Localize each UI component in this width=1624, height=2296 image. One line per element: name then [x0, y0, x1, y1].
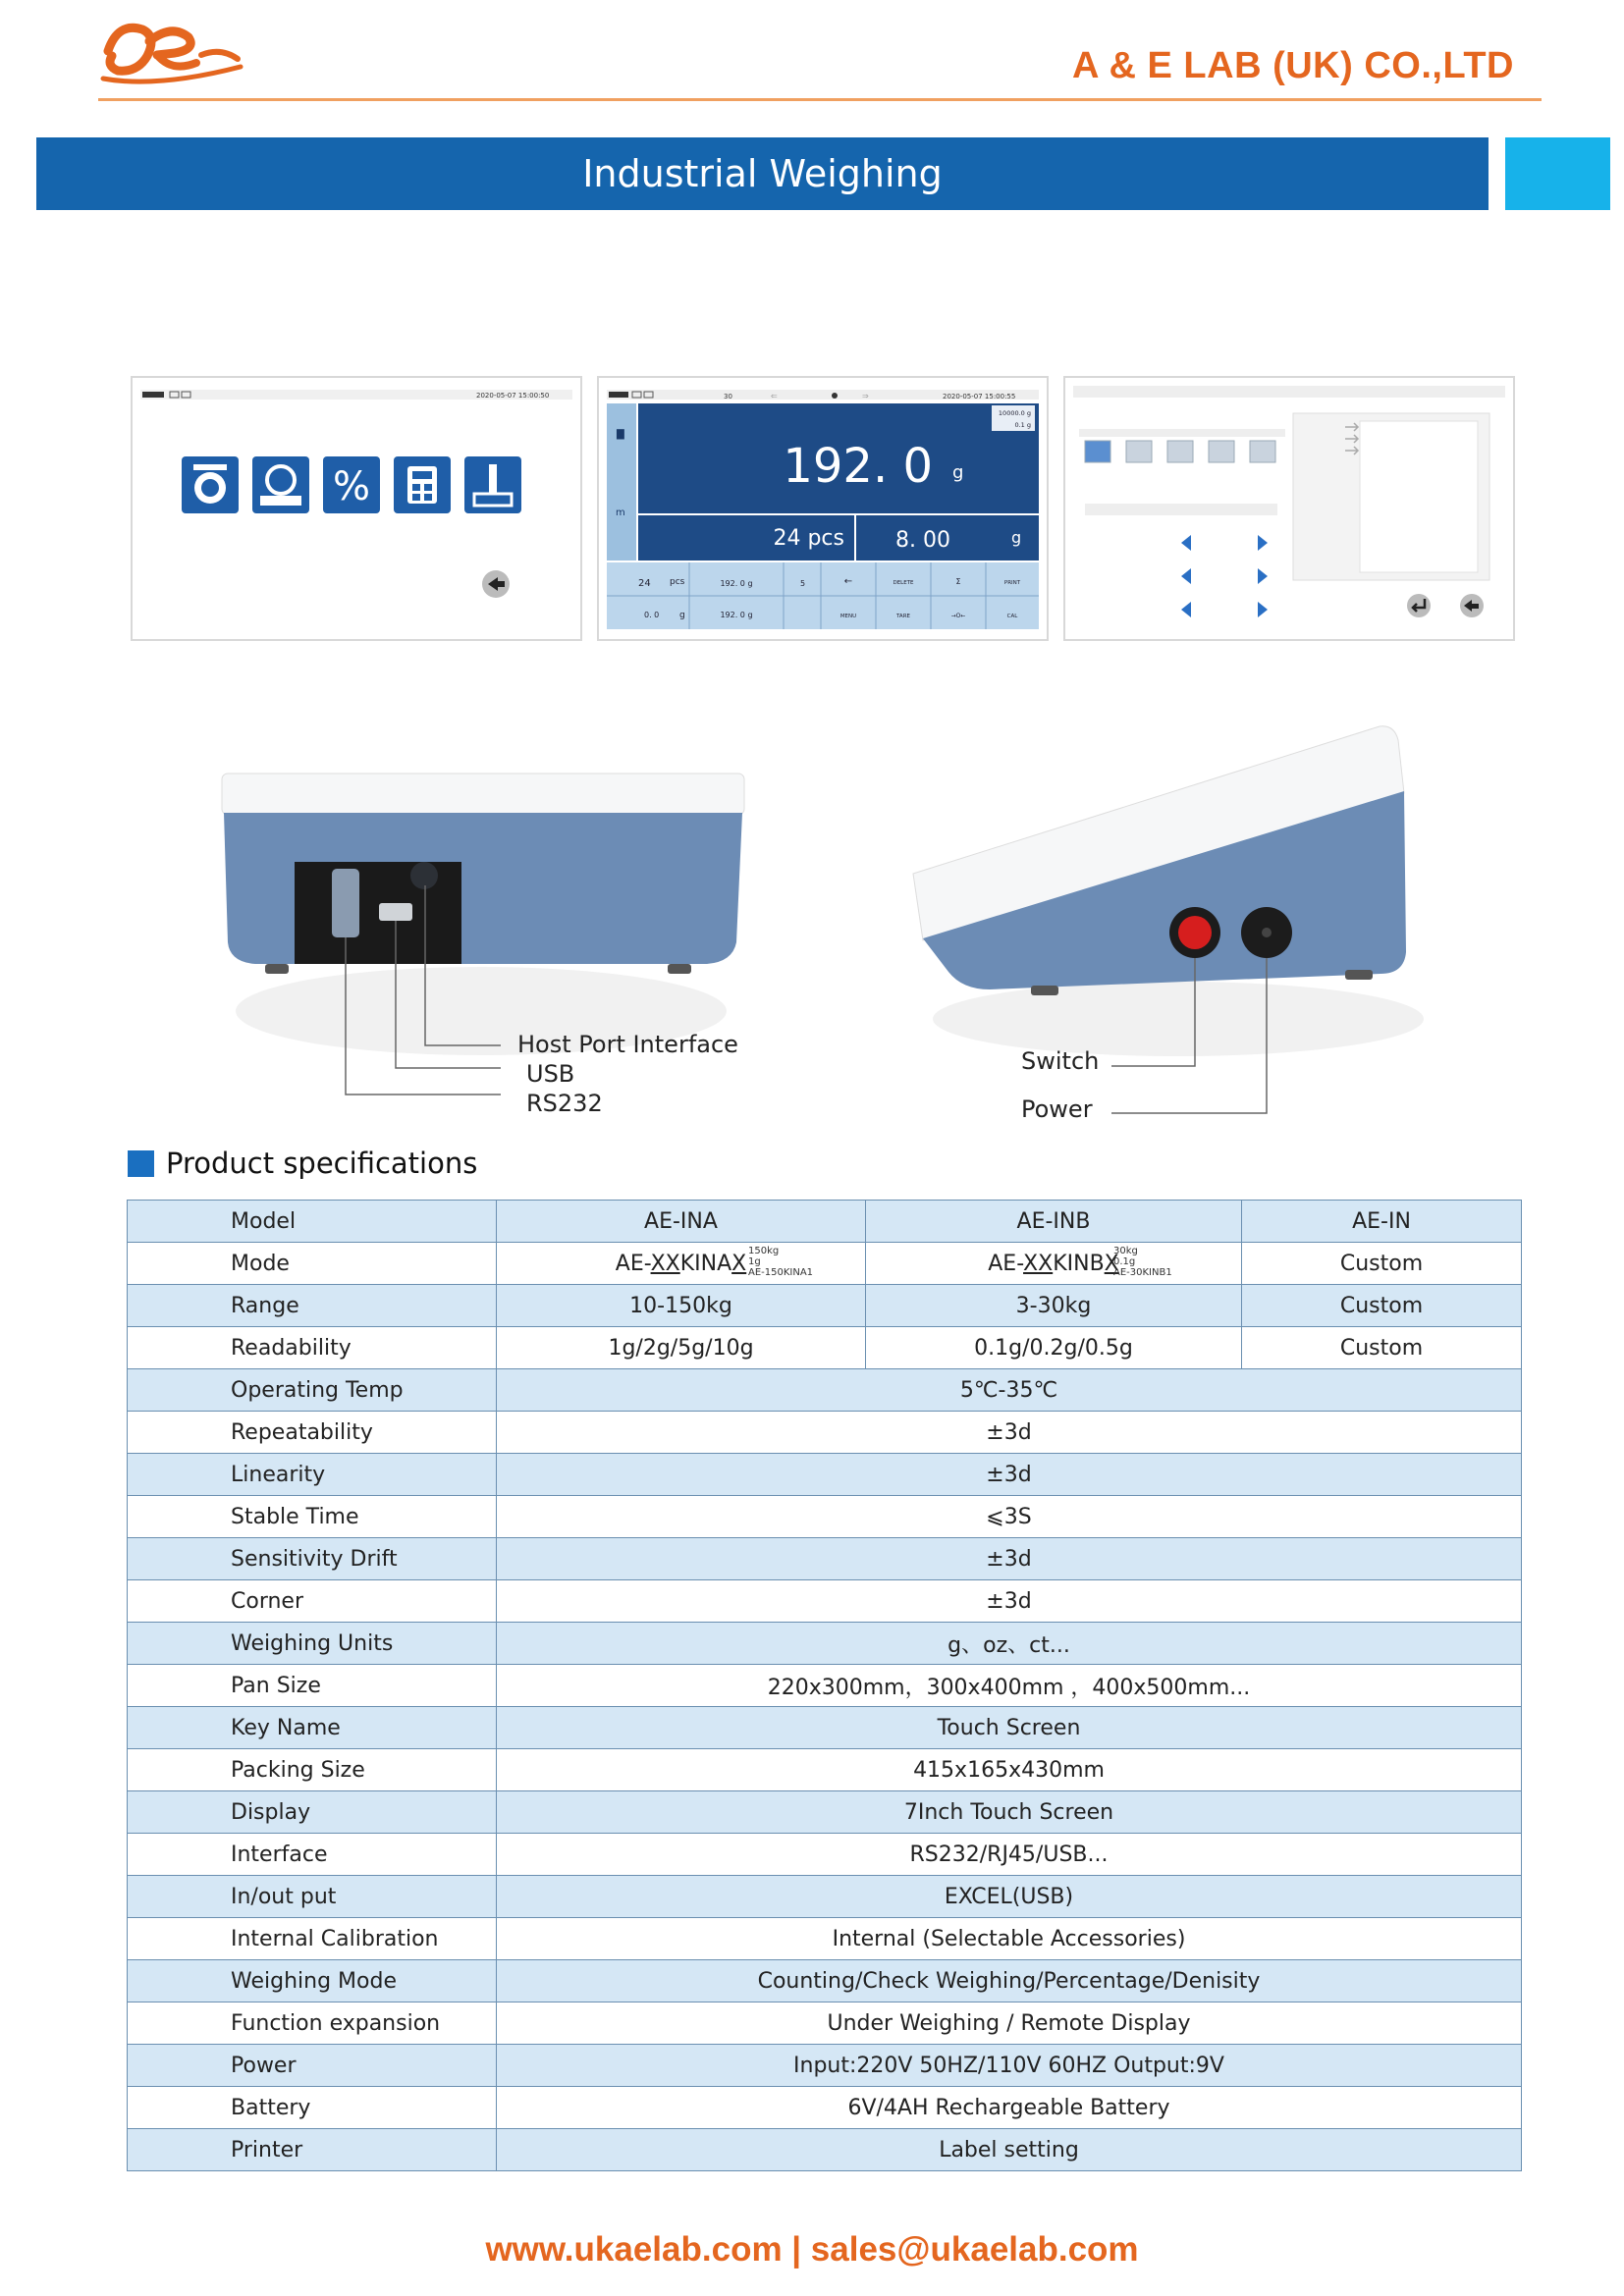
svg-text:▇: ▇ [617, 429, 624, 440]
table-row [128, 1285, 1522, 1327]
usb-label: USB [526, 1060, 575, 1088]
svg-text:PRINT: PRINT [1003, 580, 1021, 586]
specs-table [127, 1200, 1522, 2171]
title-accent-block [1505, 137, 1610, 210]
spec-label: In/out put [128, 1876, 497, 1918]
mode-ina-cell: AE-XXKINAX 150kg 1g AE-150KINA1 [497, 1243, 866, 1285]
screen-home-mockup [131, 376, 582, 641]
app-percentage-icon [323, 456, 380, 513]
footer-contact: www.ukaelab.com | sales@ukaelab.com [485, 2230, 1139, 2269]
svg-text:MENU: MENU [839, 614, 857, 619]
spec-value: Counting/Check Weighing/Percentage/Denisity [497, 1960, 1522, 2002]
mode-inb-cell: AE-XXKINBX 30kg 0.1g AE-30KINB1 [866, 1243, 1242, 1285]
svg-text:0.1 g: 0.1 g [1014, 421, 1031, 429]
device-side-illustration [884, 707, 1434, 1119]
spec-label: Weighing Mode [128, 1960, 497, 2002]
spec-label: Readability [128, 1327, 497, 1369]
svg-text:24: 24 [638, 578, 651, 589]
table-row [128, 1707, 1522, 1749]
spec-label: Packing Size [128, 1749, 497, 1791]
rs232-label: RS232 [526, 1090, 603, 1117]
spec-value: ⩽3S [497, 1496, 1522, 1538]
svg-text:CAL: CAL [1006, 614, 1018, 619]
spec-label: Key Name [128, 1707, 497, 1749]
spec-value: AE-INA [497, 1201, 866, 1243]
svg-text:⇒: ⇒ [862, 392, 869, 400]
table-row [128, 2002, 1522, 2045]
spec-value: 0.1g/0.2g/0.5g [866, 1327, 1242, 1369]
svg-text:2020-05-07 15:00:55: 2020-05-07 15:00:55 [943, 393, 1016, 400]
table-row [128, 1243, 1522, 1285]
svg-text:←: ← [843, 576, 853, 587]
table-row [128, 1496, 1522, 1538]
spec-label: Weighing Units [128, 1623, 497, 1665]
spec-label: Display [128, 1791, 497, 1834]
spec-value: Touch Screen [497, 1707, 1522, 1749]
table-row [128, 1454, 1522, 1496]
spec-label: Printer [128, 2129, 497, 2171]
spec-label: Internal Calibration [128, 1918, 497, 1960]
svg-text:→O←: →O← [950, 613, 966, 619]
spec-value: Custom [1242, 1243, 1522, 1285]
spec-value: EXCEL(USB) [497, 1876, 1522, 1918]
spec-value: ±3d [497, 1538, 1522, 1580]
svg-text:8. 00: 8. 00 [895, 528, 950, 553]
app-scale-icon [182, 456, 239, 513]
power-label: Power [1021, 1095, 1093, 1123]
company-name: A & E LAB (UK) CO.,LTD [1071, 45, 1514, 86]
back-arrow-icon [482, 570, 510, 598]
spec-label: Sensitivity Drift [128, 1538, 497, 1580]
spec-value: 220x300mm，300x400mm ，400x500mm... [497, 1665, 1522, 1707]
spec-value: ±3d [497, 1454, 1522, 1496]
spec-label: Stable Time [128, 1496, 497, 1538]
spec-value: Under Weighing / Remote Display [497, 2002, 1522, 2045]
svg-text:192. 0 g: 192. 0 g [720, 579, 753, 588]
table-row [128, 1623, 1522, 1665]
company-logo [98, 12, 245, 90]
spec-value: ±3d [497, 1412, 1522, 1454]
svg-text:192. 0 g: 192. 0 g [720, 611, 753, 619]
spec-value: 415x165x430mm [497, 1749, 1522, 1791]
svg-text:DELETE: DELETE [893, 580, 914, 586]
spec-value: 7Inch Touch Screen [497, 1791, 1522, 1834]
table-row [128, 1327, 1522, 1369]
table-row [128, 1369, 1522, 1412]
table-row [128, 2087, 1522, 2129]
spec-value: Custom [1242, 1285, 1522, 1327]
specs-heading: Product specifications [128, 1147, 477, 1180]
table-row [128, 1834, 1522, 1876]
spec-value: 3-30kg [866, 1285, 1242, 1327]
spec-label: Interface [128, 1834, 497, 1876]
svg-text:pcs: pcs [670, 577, 685, 587]
home-datetime: 2020-05-07 15:00:50 [476, 392, 550, 400]
spec-label: Pan Size [128, 1665, 497, 1707]
svg-text:TARE: TARE [896, 614, 910, 619]
svg-text:g: g [679, 611, 685, 620]
spec-value: AE-IN [1242, 1201, 1522, 1243]
screen-weighing-art [599, 378, 1047, 639]
screen-settings-mockup [1063, 376, 1515, 641]
table-row [128, 1749, 1522, 1791]
table-row [128, 1876, 1522, 1918]
svg-text:Σ: Σ [955, 577, 961, 586]
svg-text:⇐: ⇐ [771, 392, 778, 400]
spec-label: Operating Temp [128, 1369, 497, 1412]
spec-value: RS232/RJ45/USB... [497, 1834, 1522, 1876]
table-row [128, 1918, 1522, 1960]
page-title: Industrial Weighing [36, 137, 1489, 210]
svg-text:m: m [616, 507, 625, 518]
spec-value: 6V/4AH Rechargeable Battery [497, 2087, 1522, 2129]
screen-settings-art [1065, 378, 1513, 639]
svg-text:g: g [952, 462, 964, 483]
host-port-label: Host Port Interface [517, 1031, 738, 1058]
spec-value: AE-INB [866, 1201, 1242, 1243]
switch-label: Switch [1021, 1047, 1100, 1075]
spec-label: Range [128, 1285, 497, 1327]
svg-text:5: 5 [800, 579, 806, 588]
table-row [128, 1960, 1522, 2002]
spec-label: Repeatability [128, 1412, 497, 1454]
app-density-icon [464, 456, 521, 513]
app-calculator-icon [394, 456, 451, 513]
spec-label: Function expansion [128, 2002, 497, 2045]
table-row [128, 1665, 1522, 1707]
document-icon [1085, 441, 1275, 462]
svg-text:g: g [1011, 528, 1022, 547]
svg-text:24 pcs: 24 pcs [773, 526, 844, 551]
back-icon [1460, 594, 1484, 617]
table-row [128, 1412, 1522, 1454]
app-counting-icon [252, 456, 309, 513]
svg-text:%: % [332, 464, 371, 509]
table-row [128, 2045, 1522, 2087]
spec-label: Model [128, 1201, 497, 1243]
spec-label: Mode [128, 1243, 497, 1285]
spec-value: g、oz、ct... [497, 1623, 1522, 1665]
nav-arrow-icons [1181, 535, 1268, 617]
spec-value: Label setting [497, 2129, 1522, 2171]
svg-text:10000.0 g: 10000.0 g [998, 409, 1031, 417]
spec-value: 10-150kg [497, 1285, 866, 1327]
table-row [128, 2129, 1522, 2171]
screen-weighing-mockup [597, 376, 1049, 641]
spec-value: 5℃-35℃ [497, 1369, 1522, 1412]
spec-value: Internal (Selectable Accessories) [497, 1918, 1522, 1960]
table-row [128, 1580, 1522, 1623]
spec-label: Power [128, 2045, 497, 2087]
screen-home-art [133, 378, 580, 639]
enter-icon [1407, 594, 1431, 617]
spec-label: Battery [128, 2087, 497, 2129]
header-divider [98, 98, 1542, 101]
table-row [128, 1538, 1522, 1580]
svg-text:0. 0: 0. 0 [644, 611, 660, 619]
device-rear-illustration [206, 756, 756, 1119]
spec-value: Custom [1242, 1327, 1522, 1369]
spec-label: Linearity [128, 1454, 497, 1496]
weight-reading: 192. 0 [783, 439, 933, 494]
svg-text:30: 30 [724, 393, 732, 400]
spec-label: Corner [128, 1580, 497, 1623]
table-row [128, 1791, 1522, 1834]
spec-value: Input:220V 50HZ/110V 60HZ Output:9V [497, 2045, 1522, 2087]
spec-value: ±3d [497, 1580, 1522, 1623]
table-row [128, 1201, 1522, 1243]
spec-value: 1g/2g/5g/10g [497, 1327, 866, 1369]
heading-square-icon [128, 1150, 154, 1177]
